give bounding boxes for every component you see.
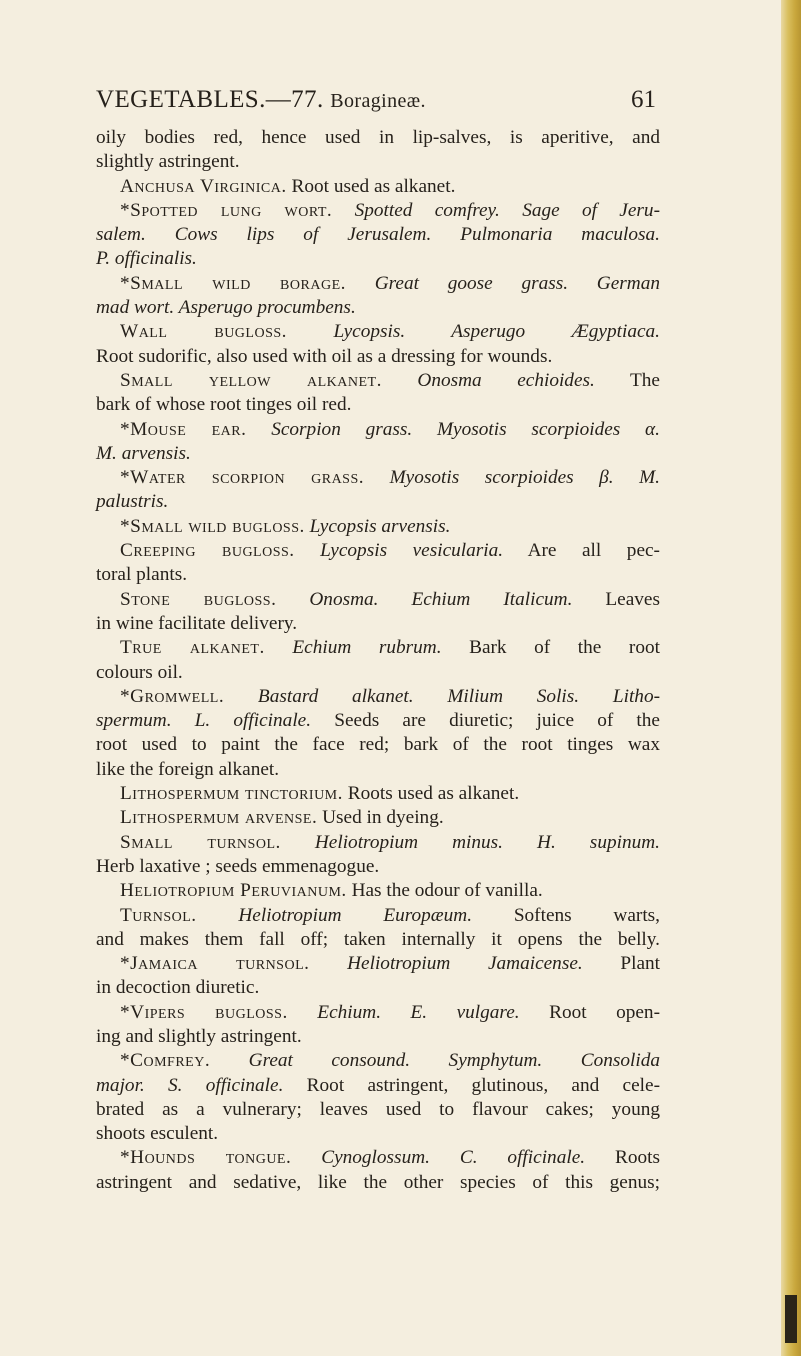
entry-name: Lithospermum arvense. (120, 807, 318, 829)
entry-name: *Gromwell. (120, 685, 225, 707)
entry-synonyms: Great consound. Symphytum. Consolida (248, 1050, 660, 1072)
text-line: slightly astringent. (96, 151, 240, 173)
entry-small-turnsol (96, 831, 660, 855)
entry-synonyms: Heliotropium Jamaicense. (347, 953, 583, 975)
entry-text: Root astringent, glutinous, and cele- (306, 1074, 660, 1096)
entry-text: Roots used as alkanet. (347, 783, 520, 805)
entry-name: *Small wild borage. (120, 272, 346, 294)
text-line: like the foreign alkanet. (96, 758, 280, 780)
entry-name: Wall bugloss. (120, 321, 287, 343)
entry-synonyms: Great goose grass. German (374, 272, 660, 294)
entry-name: Small turnsol. (120, 831, 281, 853)
running-head-family: Boragineæ. (330, 90, 426, 112)
text-line: M. arvensis. (96, 442, 191, 464)
entry-wall-bugloss (96, 320, 660, 344)
entry-name: *Water scorpion grass. (120, 467, 365, 489)
entry-synonyms: Lycopsis. Asperugo Ægyptiaca. (333, 321, 660, 343)
entry-turnsol (96, 904, 660, 928)
text-line: astringent and sedative, like the other species of this genus; (96, 1171, 660, 1193)
entry-name: True alkanet. (120, 637, 265, 659)
entry-synonyms: Spotted comfrey. Sage of Jeru- (354, 199, 660, 221)
entry-name: *Vipers bugloss. (120, 1001, 288, 1023)
text-line: root used to paint the face red; bark of the root tinges wax (96, 734, 660, 756)
entry-text: Used in dyeing. (322, 807, 444, 829)
entry-name: Turnsol. (120, 904, 197, 926)
entry-small-yellow-alkanet (96, 369, 660, 393)
entry-water-scorpion-grass (96, 466, 660, 490)
text-line: in decoction diuretic. (96, 977, 260, 999)
entry-lithospermum-tinctorium (96, 782, 660, 806)
text-line: and makes them fall off; taken internally it opens the belly. (96, 928, 660, 950)
entry-synonyms: Lycopsis arvensis. (309, 515, 451, 537)
entry-stone-bugloss (96, 588, 660, 612)
entry-true-alkanet (96, 636, 660, 660)
entry-jamaica-turnsol (96, 952, 660, 976)
running-head (96, 86, 426, 114)
text-line: shoots esculent. (96, 1123, 219, 1145)
text-line: brated as a vulnerary; leaves used to flavour cakes; young (96, 1098, 660, 1120)
entry-synonyms: Heliotropium Europæum. (238, 904, 473, 926)
text-line: Root sudorific, also used with oil as a dressing for wounds. (96, 345, 553, 367)
entry-name: Stone bugloss. (120, 588, 277, 610)
entry-hounds-tongue (96, 1146, 660, 1170)
entry-name: *Mouse ear. (120, 418, 247, 440)
text-line: salem. Cows lips of Jerusalem. Pulmonaria maculosa. (96, 224, 660, 246)
entry-mouse-ear (96, 418, 660, 442)
text-line: Herb laxative ; seeds emmenagogue. (96, 855, 380, 877)
entry-text: Are all pec- (527, 540, 660, 562)
page-edge-mark (785, 1295, 797, 1343)
text-line: bark of whose root tinges oil red. (96, 394, 352, 416)
entry-text: Seeds are diuretic; juice of the (334, 710, 660, 732)
entry-creeping-bugloss (96, 539, 660, 563)
text-line: colours oil. (96, 661, 183, 683)
entry-text: Root used as alkanet. (291, 175, 456, 197)
entry-name: Small yellow alkanet. (120, 369, 382, 391)
text-line: P. officinalis. (96, 248, 197, 270)
running-head-section: VEGETABLES.—77. (96, 86, 324, 113)
entry-synonyms: Bastard alkanet. Milium Solis. Litho- (257, 685, 660, 707)
text-line: palustris. (96, 491, 169, 513)
text-line: mad wort. Asperugo procumbens. (96, 297, 356, 319)
entry-small-wild-borage (96, 272, 660, 296)
entry-synonyms: Echium. E. vulgare. (317, 1001, 520, 1023)
entry-vipers-bugloss (96, 1001, 660, 1025)
entry-synonyms: Echium rubrum. (292, 637, 442, 659)
entry-synonyms: major. S. officinale. (96, 1074, 284, 1096)
entry-lithospermum-arvense (96, 806, 660, 830)
entry-text: Roots (614, 1147, 660, 1169)
entry-synonyms: Cynoglossum. C. officinale. (321, 1147, 586, 1169)
entry-synonyms: Lycopsis vesicularia. (320, 540, 504, 562)
page-number: 61 (631, 86, 656, 113)
text-line: ing and slightly astringent. (96, 1025, 302, 1047)
entry-text: Has the odour of vanilla. (351, 880, 543, 902)
text-line: oily bodies red, hence used in lip-salves, is aperitive, and (96, 127, 660, 148)
text-line (96, 1074, 660, 1098)
entry-heliotropium-peruvianum (96, 879, 660, 903)
entry-text: Bark of the root (469, 637, 660, 659)
entry-name: Lithospermum tinctorium. (120, 783, 343, 805)
entry-name: Creeping bugloss. (120, 540, 295, 562)
page-edge-strip (781, 0, 801, 1356)
entry-text: Root open- (549, 1001, 660, 1023)
entry-synonyms: Onosma echioides. (417, 369, 595, 391)
entry-text: Plant (620, 953, 660, 975)
entry-name: Heliotropium Peruvianum. (120, 880, 347, 902)
entry-text: The (630, 369, 660, 391)
entry-name: *Hounds tongue. (120, 1147, 292, 1169)
page-body (96, 126, 660, 1195)
entry-spotted-lung-wort (96, 199, 660, 223)
text-line: in wine facilitate delivery. (96, 612, 298, 634)
text-line: toral plants. (96, 564, 188, 586)
page-header (96, 82, 656, 122)
entry-name: *Jamaica turnsol. (120, 953, 310, 975)
entry-small-wild-bugloss (96, 515, 660, 539)
entry-synonyms: spermum. L. officinale. (96, 710, 312, 732)
entry-synonyms: Myosotis scorpioides β. M. (389, 467, 660, 489)
entry-text: Leaves (605, 588, 660, 610)
entry-name: *Comfrey. (120, 1050, 211, 1072)
entry-comfrey (96, 1049, 660, 1073)
entry-anchusa-virginica (96, 175, 660, 199)
entry-name: Anchusa Virginica. (120, 175, 287, 197)
entry-synonyms: Onosma. Echium Italicum. (309, 588, 573, 610)
entry-synonyms: Scorpion grass. Myosotis scorpioides α. (271, 418, 660, 440)
entry-gromwell (96, 685, 660, 709)
entry-name: *Small wild bugloss. (120, 515, 305, 537)
entry-text: Softens warts, (513, 904, 660, 926)
entry-name: *Spotted lung wort. (120, 199, 333, 221)
text-line (96, 709, 660, 733)
entry-synonyms: Heliotropium minus. H. supinum. (314, 831, 660, 853)
